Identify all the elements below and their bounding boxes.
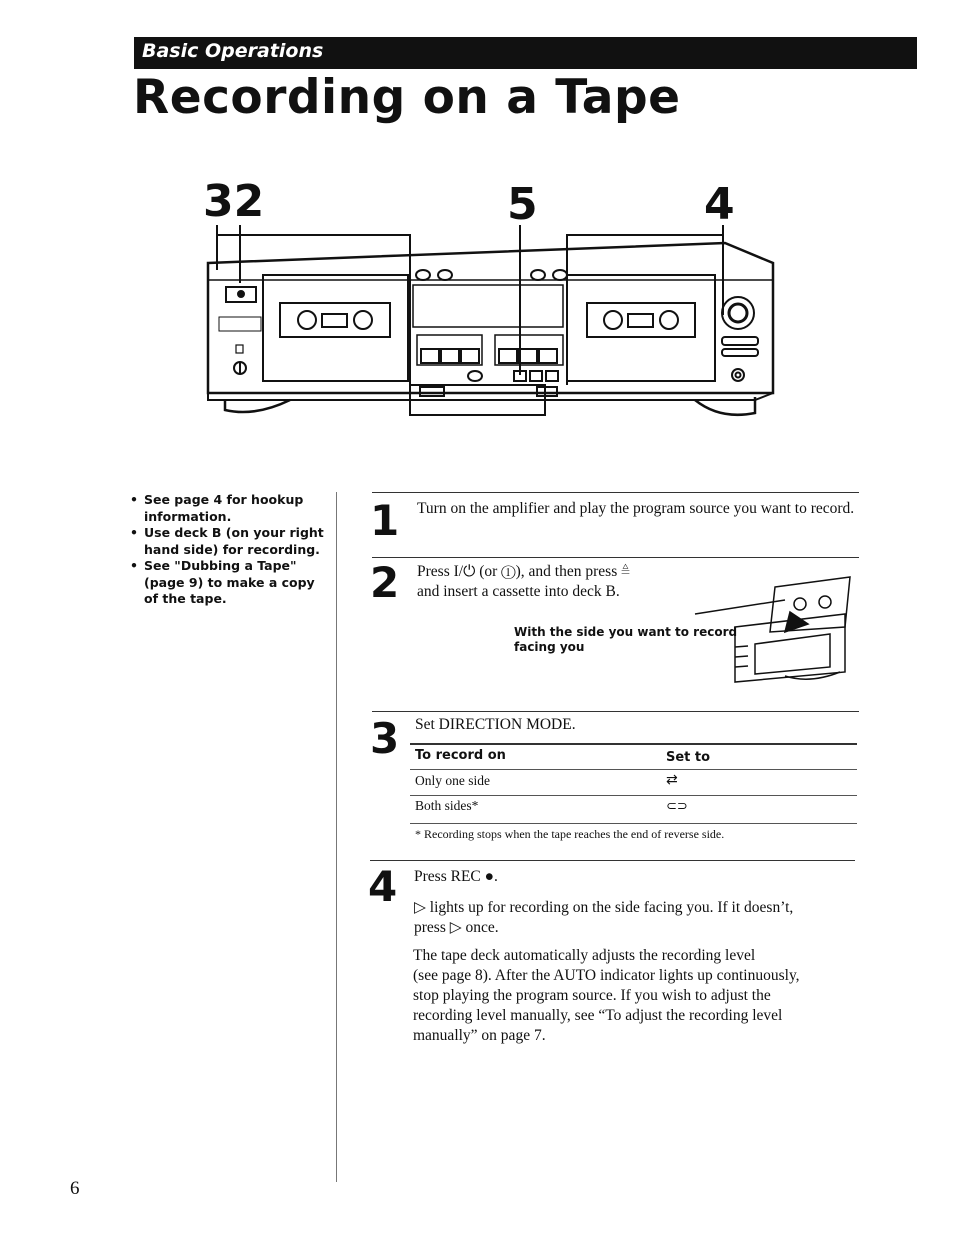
step-3-number: 3 xyxy=(370,714,400,763)
step-4-rule xyxy=(370,860,855,861)
cassette-insert-illustration xyxy=(690,572,855,690)
table-header-rule xyxy=(410,769,857,770)
step-2-number: 2 xyxy=(370,558,400,607)
table-row-label-one-side: Only one side xyxy=(415,773,490,788)
direction-one-way-icon: ⇄ xyxy=(666,772,678,788)
table-row-label-both-sides: Both sides* xyxy=(415,798,479,813)
step-1-text: Turn on the amplifier and play the program source you want to record. xyxy=(417,500,855,517)
step-2-line1: Press I/⏻ (or ①), and then press ≜ xyxy=(417,563,630,580)
callout-number-32: 32 xyxy=(203,176,265,227)
table-header-record-on: To record on xyxy=(415,748,506,763)
cassette-caption-line1: With the side you want to record xyxy=(514,625,738,639)
table-row-rule xyxy=(410,795,857,796)
callout-number-4: 4 xyxy=(704,179,735,230)
tape-deck-illustration xyxy=(195,225,785,425)
sidebar-note: • See page 4 for hookup information. xyxy=(130,492,330,525)
table-bottom-rule xyxy=(410,823,857,824)
section-header-label: Basic Operations xyxy=(142,40,324,62)
section-header-bar xyxy=(134,37,917,69)
step-1-rule xyxy=(372,492,859,493)
sidebar-note: • Use deck B (on your right hand side) for recording. xyxy=(130,525,330,558)
page-title: Recording on a Tape xyxy=(133,70,681,125)
sidebar-note: • See "Dubbing a Tape" (page 9) to make a copy of the tape. xyxy=(130,558,330,608)
cassette-caption-line2: facing you xyxy=(514,640,585,654)
step-4-para1-line2: press ▷ once. xyxy=(414,919,499,936)
step-4-para2-line1: The tape deck automatically adjusts the recording level xyxy=(413,947,756,964)
step-4-number: 4 xyxy=(368,862,398,911)
step-3-text: Set DIRECTION MODE. xyxy=(415,716,576,733)
step-4-para2-line4: recording level manually, see “To adjust the recording level xyxy=(413,1007,783,1024)
step-2-rule xyxy=(372,557,859,558)
column-divider xyxy=(336,492,337,1182)
step-1-number: 1 xyxy=(370,496,400,545)
page-number: 6 xyxy=(70,1178,80,1199)
direction-relay-icon: ⊂⊃ xyxy=(666,799,688,814)
step-4-para2-line2: (see page 8). After the AUTO indicator lights up continuously, xyxy=(413,967,800,984)
table-top-rule xyxy=(410,743,857,745)
step-4-para2-line5: manually” on page 7. xyxy=(413,1027,546,1044)
sidebar-notes xyxy=(130,492,330,608)
step-4-para2-line3: stop playing the program source. If you wish to adjust the xyxy=(413,987,771,1004)
step-2-line2: and insert a cassette into deck B. xyxy=(417,583,620,600)
table-footnote: * Recording stops when the tape reaches the end of reverse side. xyxy=(415,827,725,841)
callout-number-5: 5 xyxy=(507,179,538,230)
table-header-set-to: Set to xyxy=(666,750,711,765)
step-3-rule xyxy=(372,711,859,712)
step-4-para1-line1: ▷ lights up for recording on the side facing you. If it doesn’t, xyxy=(414,899,794,916)
step-4-line1: Press REC ●. xyxy=(414,868,498,885)
